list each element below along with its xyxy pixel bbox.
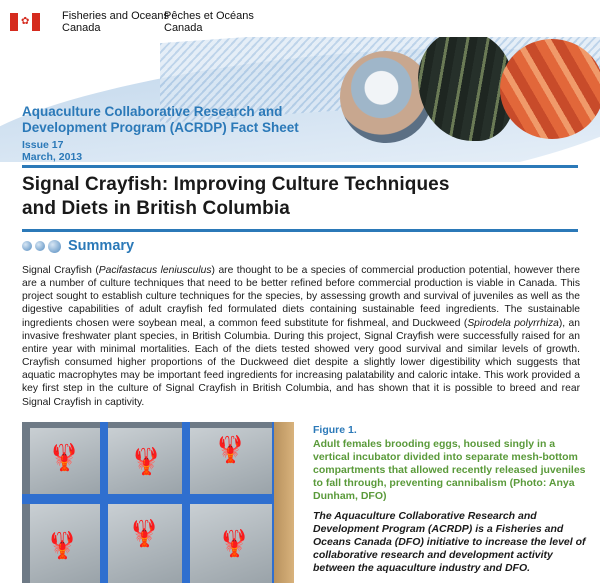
section-heading [22,236,134,256]
summary-text-2: ) are thought to be a species of commercial production potential, however there are a number of culture techniques that need to be better refined before commercial production is viable in Canada. This project sought to establish culture techniques for the species, by assessing growth and survival of juveniles as well as the digestive capabilities of adult crayfish fed formulated diets containing sustainable feed ingredients. The sustainable ingredients chosen were soybean meal, a common feed substitute for fishmeal, and Duckweed ( [22,265,580,329]
department-fr-line2: Canada [164,22,203,34]
program-description: The Aquaculture Collaborative Research and Development Program (ACRDP) is a Fisheries and Oceans Canada (DFO) initiative to increase the level of collaborative research and development activity between the aquaculture industry and DFO. [313,510,586,574]
page-title-line2: and Diets in British Columbia [22,198,290,219]
canada-flag-icon: ✿ [10,13,40,31]
divider [100,422,108,583]
program-title [22,104,299,136]
page-title-line1: Signal Crayfish: Improving Culture Techniques [22,174,450,195]
divider [22,494,294,504]
department-name-fr [164,10,254,34]
program-title-line1: Aquaculture Collaborative Research and [22,104,283,119]
figure-caption: Adult females brooding eggs, housed singly in a vertical incubator divided into separate mesh-bottom compartments that allowed recently released juveniles to fall through, preventing cannibalism (Photo: Anya Dunham, DFO) [313,438,586,502]
figure-label: Figure 1. [313,424,357,436]
crayfish-icon: 🦞 [214,434,247,464]
crayfish-icon: 🦞 [46,530,79,560]
summary-text-1: Signal Crayfish ( [22,265,99,276]
crayfish-icon: 🦞 [130,446,163,476]
page-title [22,173,502,221]
summary-paragraph [22,264,580,409]
crayfish-icon: 🦞 [128,518,161,548]
figure-photo [22,422,294,583]
section-title: Summary [68,238,135,254]
banner-photo-salmon-fillets [500,39,600,139]
crayfish-icon: 🦞 [48,442,81,472]
issue-date: March, 2013 [22,151,83,163]
summary-text-3: ), an invasive freshwater plant species, in British Columbia. During this project, Signal Crayfish were successfully raised for an entire year with minimal mortalities. Each of the diets tested showed very good survival and similar levels of growth. Crayfish consumed higher proportions of the Duckweed diet despite a slightly lower digestibility which suggests that aquatic macrophytes may be important feed ingredients for increasing palatability and caloric intake. This work provided a key first step in the culture of Signal Crayfish in British Columbia, and has shown that it is possible to breed and rear Signal Crayfish in captivity. [22,317,580,408]
incubator-frame [274,422,294,583]
title-rule-bottom [22,229,578,232]
title-rule-top [22,165,578,168]
banner-photos [330,37,600,147]
bullet-dot-icon [48,240,61,253]
department-fr-line1: Pêches et Océans [164,10,254,22]
species-name-2: Spirodela polyrrhiza [467,317,559,329]
issue-info [22,139,82,163]
header-banner [0,37,600,162]
program-title-line2: Development Program (ACRDP) Fact Sheet [22,120,299,135]
bullet-dot-icon [35,241,45,251]
divider [182,422,190,583]
department-name-en [62,10,169,34]
banner-photo-fish [340,51,432,143]
department-en-line2: Canada [62,22,101,34]
bullet-dot-icon [22,241,32,251]
crayfish-icon: 🦞 [218,528,251,558]
issue-number: Issue 17 [22,139,64,151]
species-name: Pacifastacus leniusculus [98,265,212,276]
department-en-line1: Fisheries and Oceans [62,10,169,22]
